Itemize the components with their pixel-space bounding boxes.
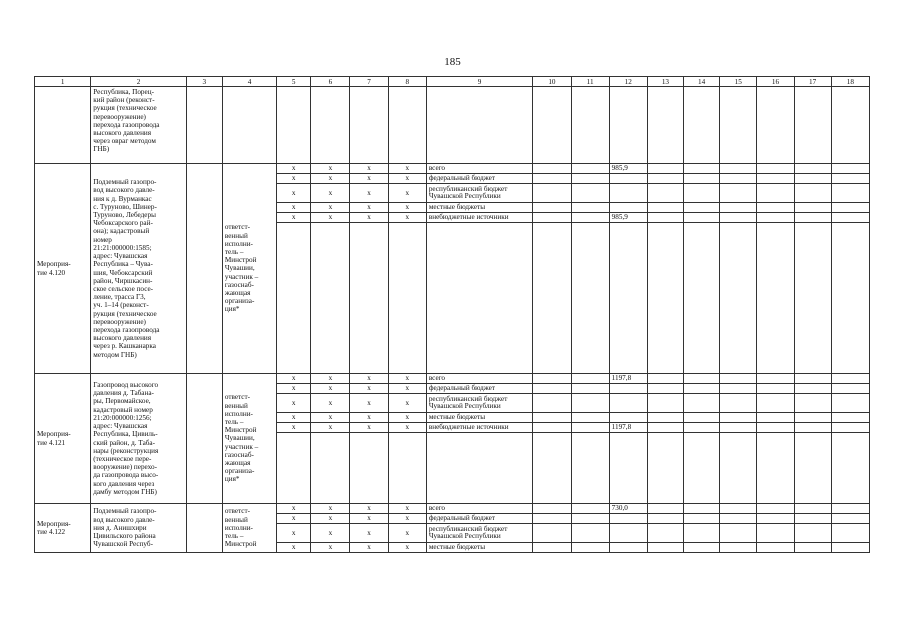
funding-source: республиканский бюджет Чувашской Республики xyxy=(426,184,533,203)
x-cell: x xyxy=(311,543,350,553)
x-cell: x xyxy=(277,524,311,543)
x-cell: x xyxy=(388,213,426,223)
column-number-row xyxy=(35,77,870,87)
column-header: 4 xyxy=(222,77,276,87)
x-cell: x xyxy=(388,203,426,213)
table-row xyxy=(35,164,870,174)
value-cell: 730,0 xyxy=(609,504,647,514)
x-cell: x xyxy=(277,164,311,174)
column-header: 17 xyxy=(794,77,831,87)
budget-table xyxy=(34,76,870,553)
value-cell: 985,9 xyxy=(609,213,647,223)
event-executor: ответст- венный исполни- тель – Минстрой Чувашии, участник – газоснаб- жающая организа- ция* xyxy=(222,374,276,504)
x-cell: x xyxy=(277,543,311,553)
x-cell: x xyxy=(311,384,350,394)
column-header: 12 xyxy=(609,77,647,87)
value-cell xyxy=(609,524,647,543)
x-cell: x xyxy=(350,543,388,553)
value-cell xyxy=(609,184,647,203)
value-cell: 1197,8 xyxy=(609,374,647,384)
column-header: 1 xyxy=(35,77,91,87)
x-cell: x xyxy=(350,524,388,543)
x-cell: x xyxy=(350,394,388,413)
funding-source: местные бюджеты xyxy=(426,413,533,423)
x-cell: x xyxy=(388,174,426,184)
event-executor: ответст- венный исполни- тель – Минстрой xyxy=(222,504,276,553)
funding-source: внебюджетные источники xyxy=(426,213,533,223)
column-header: 8 xyxy=(388,77,426,87)
column-header: 6 xyxy=(311,77,350,87)
continuation-row xyxy=(35,87,870,164)
table-row xyxy=(35,374,870,384)
x-cell: x xyxy=(277,184,311,203)
x-cell: x xyxy=(350,423,388,433)
x-cell: x xyxy=(311,394,350,413)
x-cell: x xyxy=(350,213,388,223)
x-cell: x xyxy=(277,213,311,223)
x-cell: x xyxy=(350,203,388,213)
x-cell: x xyxy=(388,504,426,514)
x-cell: x xyxy=(350,184,388,203)
x-cell: x xyxy=(350,174,388,184)
funding-source: местные бюджеты xyxy=(426,203,533,213)
x-cell: x xyxy=(388,164,426,174)
event-description: Газопровод высокого давления д. Табана- ры, Первомайское, кадастровый номер 21:20:000000:1256; адрес: Чувашская Республика, Цивиль- ский район, д. Таба- нары (реконструкция (техническое пере- вооружение) перехо- да газопровода высо- кого давления через дамбу методом ГНБ) xyxy=(91,374,186,504)
x-cell: x xyxy=(388,374,426,384)
x-cell: x xyxy=(388,184,426,203)
column-header: 7 xyxy=(350,77,388,87)
x-cell: x xyxy=(311,423,350,433)
x-cell: x xyxy=(350,413,388,423)
value-cell xyxy=(609,413,647,423)
event-id: Мероприя- тие 4.122 xyxy=(35,504,91,553)
x-cell: x xyxy=(277,203,311,213)
x-cell: x xyxy=(311,504,350,514)
column-header: 14 xyxy=(684,77,720,87)
x-cell: x xyxy=(311,174,350,184)
x-cell: x xyxy=(277,423,311,433)
x-cell: x xyxy=(277,374,311,384)
x-cell: x xyxy=(388,394,426,413)
x-cell: x xyxy=(350,164,388,174)
funding-source: федеральный бюджет xyxy=(426,174,533,184)
x-cell: x xyxy=(311,213,350,223)
value-cell xyxy=(609,203,647,213)
x-cell: x xyxy=(277,394,311,413)
value-cell: 985,9 xyxy=(609,164,647,174)
value-cell xyxy=(609,543,647,553)
x-cell: x xyxy=(311,164,350,174)
x-cell: x xyxy=(311,203,350,213)
column-header: 5 xyxy=(277,77,311,87)
x-cell: x xyxy=(311,184,350,203)
event-id: Мероприя- тие 4.120 xyxy=(35,164,91,374)
column-header: 10 xyxy=(533,77,571,87)
x-cell: x xyxy=(388,543,426,553)
x-cell: x xyxy=(350,504,388,514)
column-header: 15 xyxy=(720,77,757,87)
column-header: 13 xyxy=(647,77,683,87)
funding-source: республиканский бюджет Чувашской Республики xyxy=(426,524,533,543)
event-description: Подземный газопро- вод высокого давле- ния к д. Вурманкас с. Туруново, Шинер- Туруново, Лебедеры Чебоксарского рай- она); кадастровый номер 21:21:000000:1585; адрес: Чувашская Республика – Чува- шия, Чебоксарский район, Чиршкасин- ское сельское посе- ление, трасса Г3, уч. 1–14 (реконст- рукция (техническое перевооружение) перехода газопровода высокого давления через р. Кашканарка методом ГНБ) xyxy=(91,164,186,374)
funding-source: местные бюджеты xyxy=(426,543,533,553)
value-cell: 1197,8 xyxy=(609,423,647,433)
event-description: Подземный газопро- вод высокого давле- ния д. Анишхири Цивильского района Чувашской Респуб- xyxy=(91,504,186,553)
x-cell: x xyxy=(311,524,350,543)
column-header: 18 xyxy=(831,77,869,87)
x-cell: x xyxy=(350,374,388,384)
x-cell: x xyxy=(388,524,426,543)
column-header: 3 xyxy=(186,77,222,87)
funding-source: всего xyxy=(426,504,533,514)
x-cell: x xyxy=(277,504,311,514)
funding-source: внебюджетные источники xyxy=(426,423,533,433)
x-cell: x xyxy=(311,413,350,423)
x-cell: x xyxy=(350,384,388,394)
funding-source: федеральный бюджет xyxy=(426,514,533,524)
event-description: Республика, Порец- кий район (реконст- рукция (техническое перевооружение) перехода газопровода высокого давления через овраг методом ГНБ) xyxy=(91,87,186,164)
x-cell: x xyxy=(388,413,426,423)
funding-source: всего xyxy=(426,164,533,174)
x-cell: x xyxy=(350,514,388,524)
x-cell: x xyxy=(388,514,426,524)
funding-source: всего xyxy=(426,374,533,384)
x-cell: x xyxy=(277,514,311,524)
x-cell: x xyxy=(388,384,426,394)
page-number: 185 xyxy=(444,56,461,68)
x-cell: x xyxy=(388,423,426,433)
column-header: 16 xyxy=(757,77,794,87)
value-cell xyxy=(609,174,647,184)
x-cell: x xyxy=(277,413,311,423)
value-cell xyxy=(609,384,647,394)
column-header: 11 xyxy=(571,77,609,87)
event-executor: ответст- венный исполни- тель – Минстрой Чувашии, участник – газоснаб- жающая организа- ция* xyxy=(222,164,276,374)
column-header: 2 xyxy=(91,77,186,87)
funding-source: федеральный бюджет xyxy=(426,384,533,394)
value-cell xyxy=(609,394,647,413)
x-cell: x xyxy=(311,514,350,524)
x-cell: x xyxy=(277,174,311,184)
column-header: 9 xyxy=(426,77,533,87)
value-cell xyxy=(609,514,647,524)
x-cell: x xyxy=(277,384,311,394)
funding-source: республиканский бюджет Чувашской Республики xyxy=(426,394,533,413)
x-cell: x xyxy=(311,374,350,384)
event-id: Мероприя- тие 4.121 xyxy=(35,374,91,504)
table-row xyxy=(35,504,870,514)
